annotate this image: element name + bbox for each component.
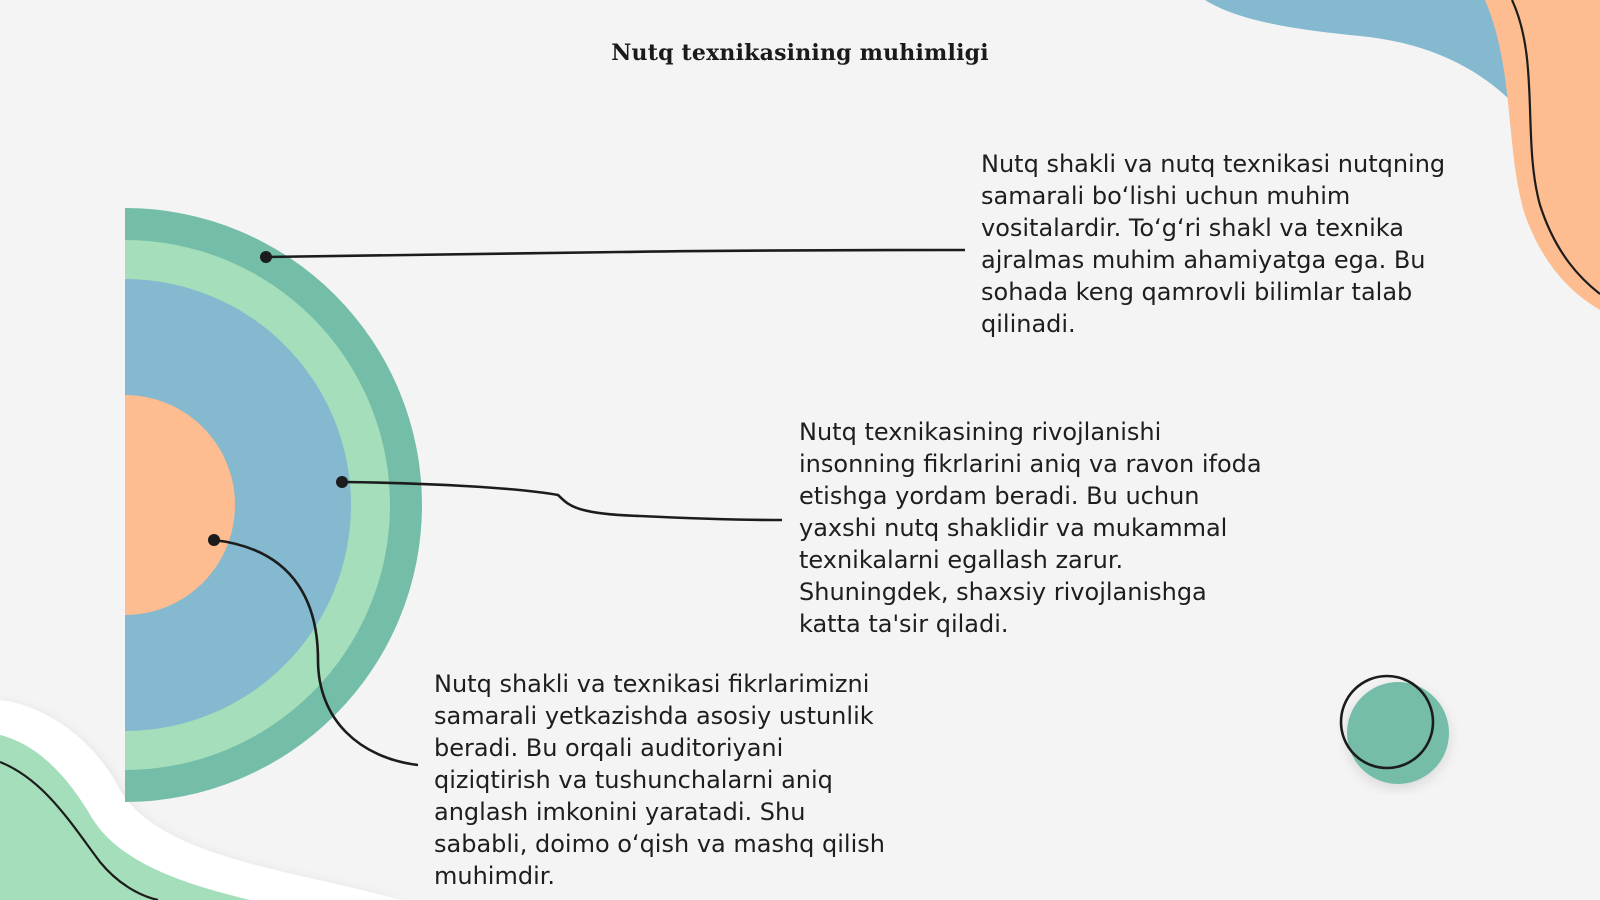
ring-core bbox=[15, 395, 235, 615]
paragraph-line: samarali yetkazishda asosiy ustunlik bbox=[434, 702, 874, 730]
paragraph-line: yaxshi nutq shaklidir va mukammal bbox=[799, 514, 1228, 542]
paragraph-1 bbox=[981, 148, 1481, 340]
paragraph-line: ajralmas muhim ahamiyatga ega. Bu bbox=[981, 246, 1426, 274]
paragraph-line: Nutq shakli va texnikasi fikrlarimizni bbox=[434, 670, 870, 698]
connector-dot-2 bbox=[336, 476, 348, 488]
paragraph-line: vositalardir. Toʻgʻri shakl va texnika bbox=[981, 214, 1404, 242]
slide-title: Nutq texnikasining muhimligi bbox=[611, 40, 989, 66]
paragraph-line: texnikalarni egallash zarur. bbox=[799, 546, 1124, 574]
paragraph-line: qilinadi. bbox=[981, 310, 1076, 338]
paragraph-line: etishga yordam beradi. Bu uchun bbox=[799, 482, 1200, 510]
paragraph-line: Shuningdek, shaxsiy rivojlanishga bbox=[799, 578, 1207, 606]
paragraph-2 bbox=[799, 416, 1299, 640]
circle-green-bottom-right bbox=[1347, 682, 1449, 784]
paragraph-line: Nutq shakli va nutq texnikasi nutqning bbox=[981, 150, 1446, 178]
connector-dot-3 bbox=[208, 534, 220, 546]
concentric-half-circle bbox=[0, 208, 422, 802]
connector-line-1 bbox=[266, 250, 965, 257]
paragraph-line: muhimdir. bbox=[434, 862, 556, 890]
paragraph-line: anglash imkonini yaratadi. Shu bbox=[434, 798, 806, 826]
paragraph-line: sohada keng qamrovli bilimlar talab bbox=[981, 278, 1413, 306]
paragraph-3 bbox=[434, 668, 934, 892]
connector-dot-1 bbox=[260, 251, 272, 263]
paragraph-line: katta ta'sir qiladi. bbox=[799, 610, 1009, 638]
paragraph-line: Nutq texnikasining rivojlanishi bbox=[799, 418, 1162, 446]
paragraph-line: beradi. Bu orqali auditoriyani bbox=[434, 734, 784, 762]
paragraph-line: qiziqtirish va tushunchalarni aniq bbox=[434, 766, 833, 794]
paragraph-line: sababli, doimo oʻqish va mashq qilish bbox=[434, 830, 885, 858]
paragraph-line: insonning fikrlarini aniq va ravon ifoda bbox=[799, 450, 1262, 478]
paragraph-line: samarali boʻlishi uchun muhim bbox=[981, 182, 1351, 210]
